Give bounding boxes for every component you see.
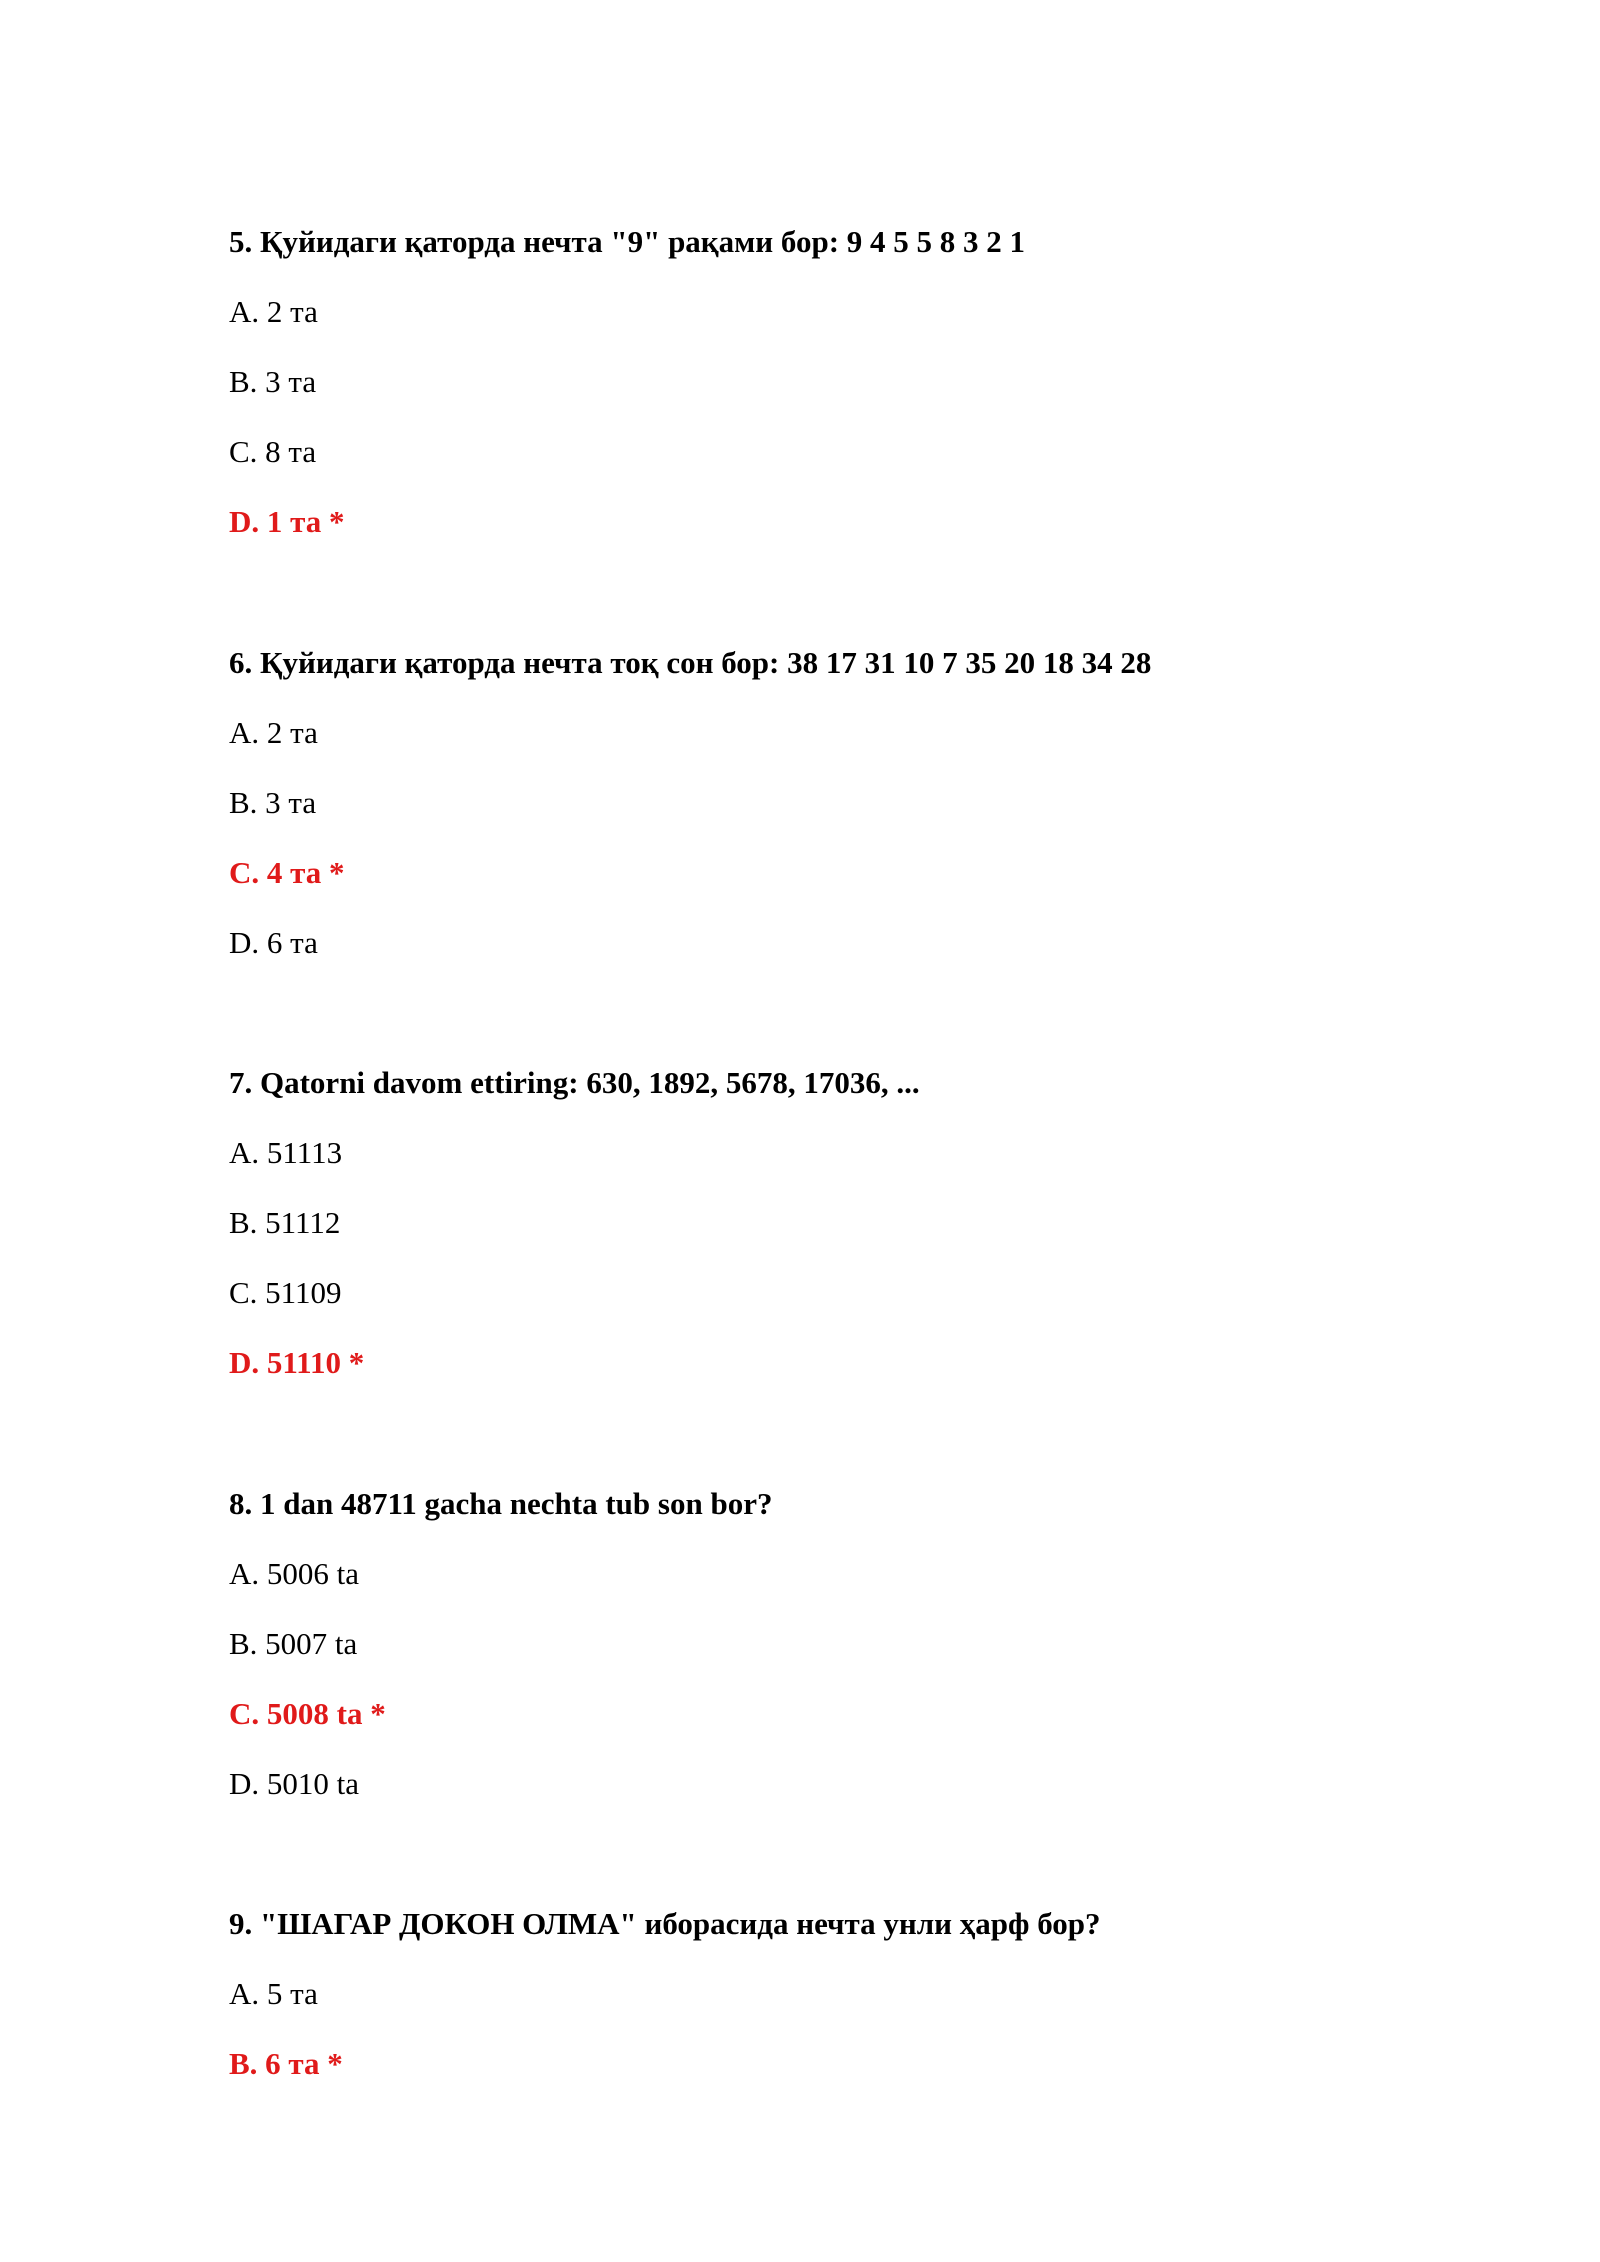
answer-option-a: A. 2 та: [229, 715, 318, 750]
question-text: 5. Қуйидаги қаторда нечта "9" рақами бор: 9 4 5 5 8 3 2 1: [229, 224, 1026, 259]
answer-option-c-correct: C. 5008 ta *: [229, 1696, 386, 1731]
question-text: 6. Қуйидаги қаторда нечта тоқ сон бор: 38 17 31 10 7 35 20 18 34 28: [229, 645, 1152, 680]
answer-option-a: A. 5006 ta: [229, 1556, 360, 1591]
answer-option-c-correct: C. 4 та *: [229, 855, 345, 890]
question-text: 8. 1 dan 48711 gacha nechta tub son bor?: [229, 1486, 773, 1521]
answer-option-d-correct: D. 51110 *: [229, 1345, 365, 1380]
question-text: 7. Qatorni davom ettiring: 630, 1892, 5678, 17036, ...: [229, 1065, 920, 1100]
answer-option-c: C. 51109: [229, 1275, 342, 1310]
question-6: [229, 645, 1429, 961]
question-text: 9. "ШАГАР ДОКОН ОЛМА" иборасида нечта унли ҳарф бор?: [229, 1906, 1101, 1941]
answer-option-b: B. 3 та: [229, 364, 317, 399]
answer-option-d: D. 5010 ta: [229, 1766, 360, 1801]
answer-option-b-correct: B. 6 та *: [229, 2046, 343, 2081]
answer-option-a: A. 51113: [229, 1135, 343, 1170]
answer-option-a: A. 2 та: [229, 294, 318, 329]
answer-option-c: C. 8 та: [229, 434, 317, 469]
question-7: [229, 1065, 1429, 1381]
answer-option-b: B. 51112: [229, 1205, 341, 1240]
question-8: [229, 1486, 1429, 1802]
question-5: [229, 224, 1429, 540]
answer-option-b: B. 3 та: [229, 785, 317, 820]
answer-option-a: A. 5 та: [229, 1976, 318, 2011]
answer-option-b: B. 5007 ta: [229, 1626, 358, 1661]
answer-option-d-correct: D. 1 та *: [229, 504, 345, 539]
question-9: [229, 1906, 1429, 2082]
answer-option-d: D. 6 та: [229, 925, 318, 960]
